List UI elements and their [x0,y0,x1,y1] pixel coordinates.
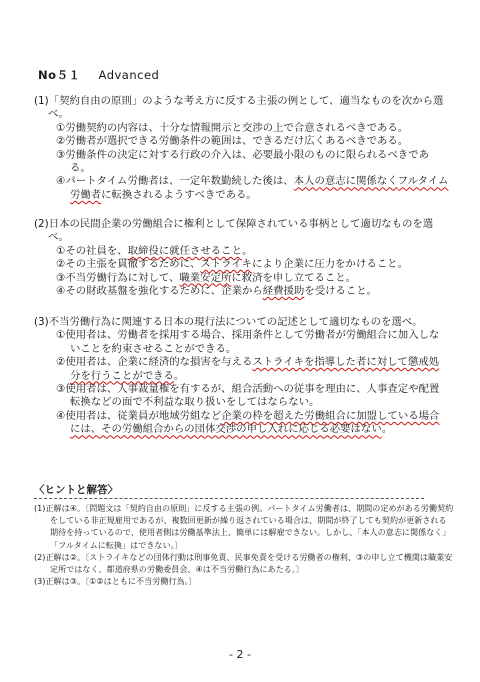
text-run: に救済を申し立てること。 [231,271,357,284]
hint-and-answer-section [34,482,454,587]
underlined-text: フルタイム労働者 [70,175,449,201]
text-run: ④パートタイム労働者は、一定年数勤続した後は、 [56,175,294,188]
question-2-option-2 [34,258,449,271]
underlined-text: ストライキを指導した者に対して懲戒処分を行うことができる [70,356,440,382]
text-run: 。 [225,342,237,355]
text-run: 。 [381,423,393,436]
question-number: No５１ [38,68,81,82]
text-run: ④使用者は、従業員が地域労組など [56,409,222,422]
question-3-option-4 [34,410,449,437]
question-2-option-1 [34,245,449,258]
level-label: Advanced [98,68,160,82]
text-run: 。 [173,369,185,382]
question-2-stem: (2)日本の民間企業の労働組合に権利として保障されている事柄として適切なものを選べ。 [34,218,434,244]
underlined-text: 本人の意志に関係なく [293,175,398,188]
question-2-option-4 [34,285,449,298]
question-1 [34,95,449,202]
underlined-text: 職業安定所 [179,271,232,284]
text-run: 。 [241,244,253,257]
hint-title: 〈ヒントと解答〉 [34,482,424,499]
answer-2: (2)正解は②。〔ストライキなどの団体行動は刑事免責、民事免責を受ける労働者の権利、③の申し立て機関は職業安定所ではなく、都道府県の労働委員会、④は不当労働行為にあたる。〕 [34,551,453,575]
question-1-option-3: ③労働条件の決定に対する行政の介入は、必要最小限のものに限られるべきである。 [56,148,429,175]
question-2-option-3 [34,272,449,285]
text-run: ①使用者は、労働者を採用する場合、採用条件として労働者が労働組合に加入しないことを約束させることができる [56,329,440,355]
text-run: に転換されるようすべきである。 [101,188,257,201]
question-1-option-4 [34,175,449,202]
underlined-text: ストライキ [200,258,253,271]
answer-3: (3)正解は③。〔①②はともに不当労働行為。〕 [34,576,197,587]
text-run: ③不当労働行為に対して、 [56,271,180,284]
text-run: ②使用者は、企業に経済的な損害を与える [56,356,253,369]
underlined-text: 企業の枠を超えた労働組合に加盟している場合には、その労働組合からの団体交渉の申し入れに応じる必要はない [70,409,440,436]
text-run: ①その社員を、 [56,244,128,257]
question-3-option-3: ③使用者は、人事裁量権を有するが、組合活動への従事を理由に、人事査定や配置転換などの面で不利益な取り扱いをしてはならない。 [56,383,440,409]
question-1-stem: (1)「契約自由の原則」のような考え方に反する主張の例として、適当なものを次から選べ。 [34,95,444,121]
question-3 [34,316,449,437]
question-2 [34,218,449,298]
hint-body [34,502,454,587]
underlined-text: 取締役に就任させること [127,244,242,257]
text-run: ②その主張を貫徹するために、 [56,258,201,271]
question-1-option-2: ②労働者が選択できる労働条件の範囲は、できるだけ広くあるべきである。 [56,135,409,148]
text-run: を受けること。 [304,285,378,298]
question-1-option-1: ①労働契約の内容は、十分な情報開示と交渉の上で合意されるべきである。 [56,121,409,134]
text-run: ④その財政基盤を強化するために、企業から [56,285,263,298]
text-run: により企業に圧力をかけること。 [252,258,408,271]
page-number: - 2 - [229,648,251,661]
answer-1: (1)正解は④。〔問題文は「契約自由の原則」に反する主張の例。パートタイム労働者は、期間の定めがある労働契約をしている非正規雇用であるが、複数回更新が繰り返されている場合は、期間が終了しても契約が更新される期待を持っているので、使用者側は労働基準法上、簡単には解雇できない。しかし、「本人の意志に関係なく」「フルタイムに転換」はできない。〕 [34,503,454,550]
underlined-text: 経費援助 [262,285,305,298]
question-3-option-2 [34,356,449,383]
question-3-stem: (3)不当労働行為に関連する日本の現行法についての記述として適切なものを選べ。 [34,316,423,328]
question-3-option-1 [34,329,449,356]
question-heading [38,67,159,83]
